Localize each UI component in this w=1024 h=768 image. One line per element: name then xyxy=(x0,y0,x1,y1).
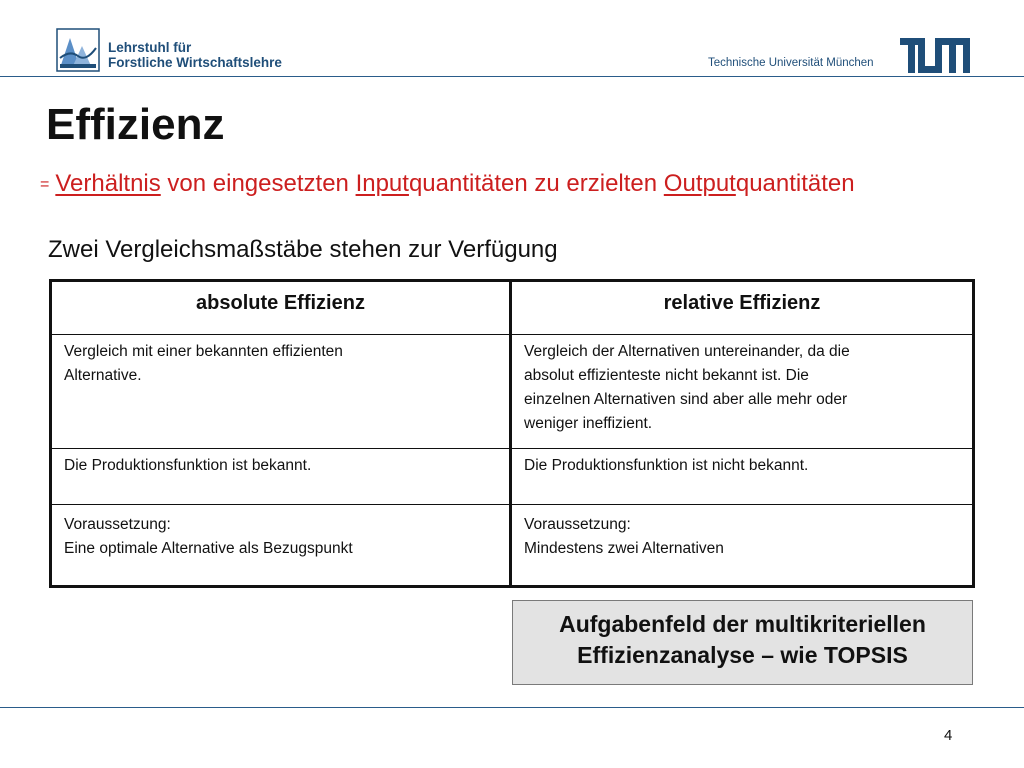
topsis-callout-box xyxy=(512,600,973,685)
chair-name xyxy=(108,40,282,70)
table-cell xyxy=(51,449,511,505)
definition-text-3: quantitäten xyxy=(735,170,855,197)
table-header-row xyxy=(51,281,974,335)
header-absolute: absolute Effizienz xyxy=(51,281,511,335)
cell-line: Alternative. xyxy=(64,367,142,384)
table-cell xyxy=(51,505,511,587)
cell-line: absolut effizienteste nicht bekannt ist. Die xyxy=(524,367,809,384)
slide-title: Effizienz xyxy=(46,100,225,149)
chair-logo-icon xyxy=(56,28,100,72)
definition-term-input: Input xyxy=(355,170,409,197)
footer-rule xyxy=(0,707,1024,708)
header-rule xyxy=(0,76,1024,77)
table-row xyxy=(51,449,974,505)
cell-line: weniger ineffizient. xyxy=(524,415,653,432)
chair-name-line2: Forstliche Wirtschaftslehre xyxy=(108,55,282,70)
table-row xyxy=(51,335,974,449)
page-number: 4 xyxy=(944,727,953,744)
definition-text-1: von eingesetzten xyxy=(160,170,356,197)
chair-name-line1: Lehrstuhl für xyxy=(108,40,192,55)
definition-line xyxy=(40,170,855,198)
table-cell xyxy=(511,505,974,587)
tum-logo xyxy=(900,38,970,73)
table-cell xyxy=(51,335,511,449)
subtitle: Zwei Vergleichsmaßstäbe stehen zur Verfügung xyxy=(48,236,558,263)
cell-line: Mindestens zwei Alternativen xyxy=(524,540,724,557)
callout-line1: Aufgabenfeld der multikriteriellen xyxy=(559,611,926,637)
efficiency-comparison-table xyxy=(49,279,975,588)
equals-sign: = xyxy=(40,176,50,193)
definition-text-2: quantitäten zu erzielten xyxy=(408,170,664,197)
table-row xyxy=(51,505,974,587)
cell-line: einzelnen Alternativen sind aber alle mehr oder xyxy=(524,391,848,408)
cell-line: Voraussetzung: xyxy=(524,516,631,533)
definition-term-output: Output xyxy=(663,170,736,197)
definition-term-ratio: Verhältnis xyxy=(55,170,161,197)
cell-line: Vergleich der Alternativen untereinander, da die xyxy=(524,343,850,360)
university-name: Technische Universität München xyxy=(708,57,874,69)
cell-line: Die Produktionsfunktion ist nicht bekannt. xyxy=(524,457,809,474)
cell-line: Vergleich mit einer bekannten effizienten xyxy=(64,343,343,360)
header-relative: relative Effizienz xyxy=(511,281,974,335)
callout-line2: Effizienzanalyse – wie TOPSIS xyxy=(577,642,908,668)
table-cell xyxy=(511,335,974,449)
cell-line: Die Produktionsfunktion ist bekannt. xyxy=(64,457,312,474)
cell-line: Voraussetzung: xyxy=(64,516,171,533)
table-cell xyxy=(511,449,974,505)
cell-line: Eine optimale Alternative als Bezugspunkt xyxy=(64,540,353,557)
